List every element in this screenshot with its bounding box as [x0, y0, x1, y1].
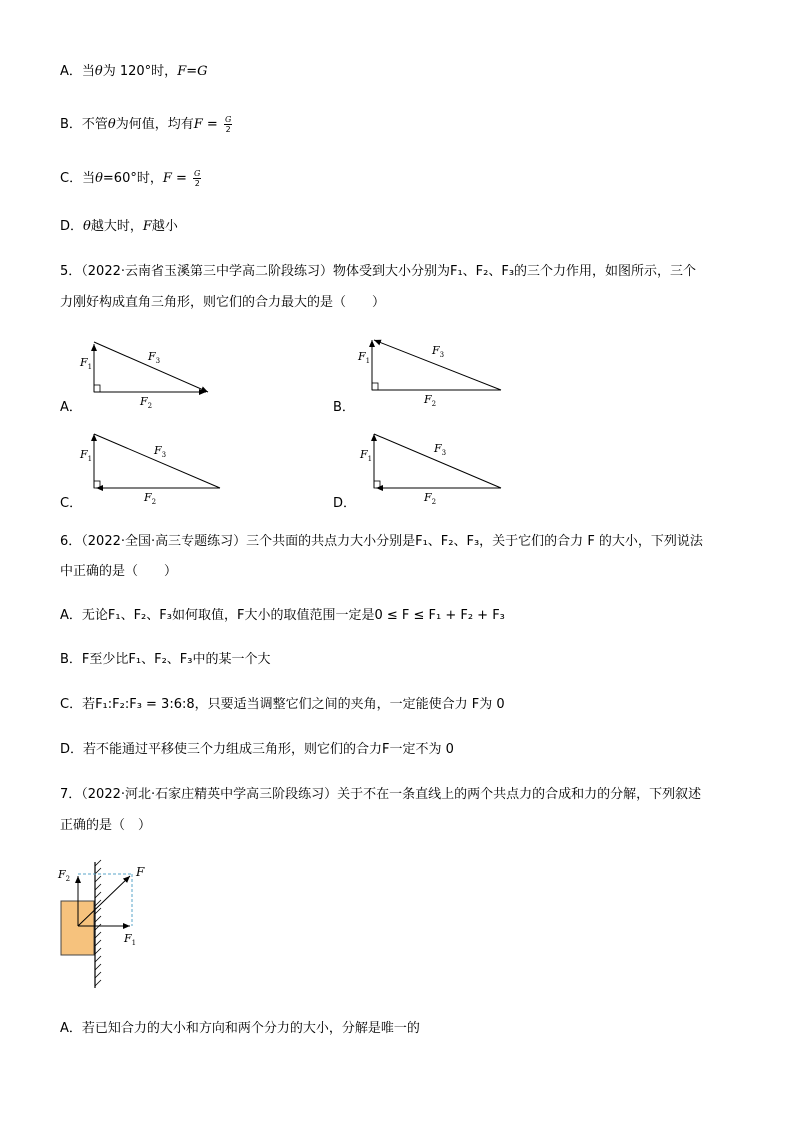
- q6-option-a: A．无论F₁、F₂、F₃如何取值，F大小的取值范围一定是0 ≤ F ≤ F₁ + F₂ + F₃: [60, 608, 505, 623]
- q5-figure-a: [78, 334, 228, 414]
- label-f1: $F_1$: [360, 448, 373, 463]
- q4-option-a: A．当θ为 120°时，F=G: [60, 64, 208, 79]
- q6-stem-line1: 6．（2022·全国·高三专题练习）三个共面的共点力大小分别是F₁、F₂、F₃，关于它们的合力 F 的大小，下列说法: [60, 534, 703, 549]
- q5-option-c-label: C．: [60, 496, 83, 511]
- label-f: F: [136, 865, 145, 879]
- q7-figure: [56, 860, 166, 990]
- label-f2: $F_2$: [140, 395, 153, 410]
- label-f3: $F_3$: [148, 350, 161, 365]
- q6-option-c: C．若F₁:F₂:F₃ = 3:6:8，只要适当调整它们之间的夹角，一定能使合力 F为 0: [60, 697, 505, 712]
- q7-stem-line1: 7．（2022·河北·石家庄精英中学高三阶段练习）关于不在一条直线上的两个共点力的合成和力的分解，下列叙述: [60, 787, 702, 802]
- q4-option-b: B．不管θ为何值，均有F = $\frac{G}{2}$: [60, 115, 232, 134]
- label-f3: $F_3$: [154, 444, 167, 459]
- q7-option-a: A．若已知合力的大小和方向和两个分力的大小，分解是唯一的: [60, 1021, 420, 1036]
- label-f2: $F_2$: [424, 491, 437, 506]
- label-f1: $F_1$: [80, 356, 93, 371]
- q5-option-d-label: D．: [333, 496, 357, 511]
- label-f1: $F_1$: [358, 350, 371, 365]
- label-f2: $F_2$: [58, 868, 71, 883]
- label-f3: $F_3$: [434, 442, 447, 457]
- label-f2: $F_2$: [144, 491, 157, 506]
- label-f1: $F_1$: [124, 932, 137, 947]
- q5-figure-d: [356, 428, 516, 508]
- q6-option-b: B．F至少比F₁、F₂、F₃中的某一个大: [60, 652, 271, 667]
- q4-option-c: C．当θ=60°时，F = $\frac{G}{2}$: [60, 169, 201, 188]
- label-f2: $F_2$: [424, 393, 437, 408]
- fraction-g-over-2: $\frac{G}{2}$: [194, 169, 201, 188]
- q5-stem-line2: 力刚好构成直角三角形，则它们的合力最大的是（ ）: [60, 295, 386, 310]
- q6-option-d: D．若不能通过平移使三个力组成三角形，则它们的合力F一定不为 0: [60, 742, 454, 757]
- label-f1: $F_1$: [80, 448, 93, 463]
- label-f3: $F_3$: [432, 344, 445, 359]
- q5-option-a-label: A．: [60, 400, 82, 415]
- q5-stem-line1: 5．（2022·云南省玉溪第三中学高二阶段练习）物体受到大小分别为F₁、F₂、F₃的三个力作用，如图所示，三个: [60, 264, 697, 279]
- q5-figure-c: [78, 428, 238, 508]
- q5-figure-b: [356, 332, 516, 412]
- wall-hatching: [95, 860, 101, 986]
- q4-option-d: D．θ越大时，F越小: [60, 219, 178, 234]
- q7-stem-line2: 正确的是（ ）: [60, 818, 152, 833]
- fraction-g-over-2: $\frac{G}{2}$: [224, 115, 232, 134]
- q6-stem-line2: 中正确的是（ ）: [60, 564, 178, 579]
- q5-option-b-label: B．: [333, 400, 355, 415]
